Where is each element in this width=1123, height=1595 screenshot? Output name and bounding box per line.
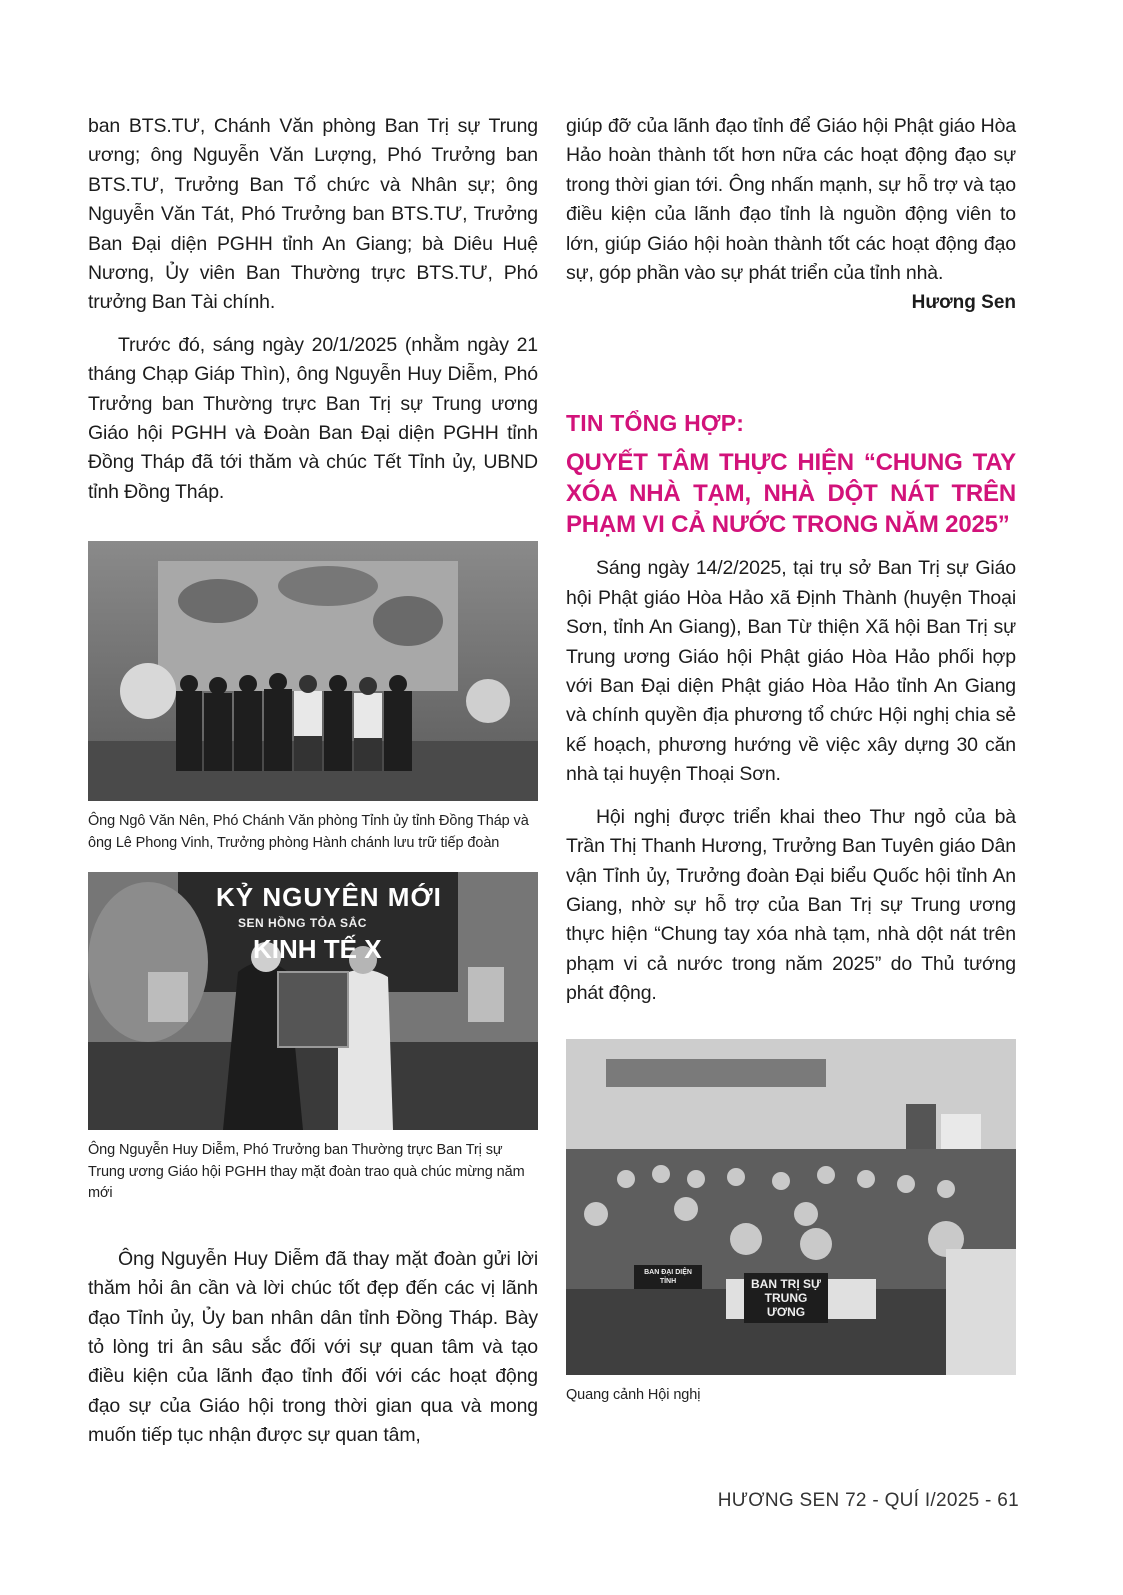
left-paragraph-2: Trước đó, sáng ngày 20/1/2025 (nhằm ngày 21 tháng Chạp Giáp Thìn), ông Nguyễn Huy Diễm, Phó Trưởng ban Thường trực Ban Trị sự Trung ương Giáo hội PGHH và Đoàn Ban Đại diện PGHH tỉnh Đồng Tháp đã tới thăm và chúc Tết Tỉnh ủy, UBND tỉnh Đồng Tháp.	[88, 333, 538, 503]
photo3-caption: Quang cảnh Hội nghị	[566, 1386, 701, 1403]
photo1-caption: Ông Ngô Văn Nên, Phó Chánh Văn phòng Tỉnh ủy tỉnh Đồng Tháp và ông Lê Phong Vinh, Trưởng phòng Hành chánh lưu trữ tiếp đoàn	[88, 813, 529, 851]
banner-subtitle: SEN HỒNG TỎA SẮC	[238, 916, 367, 931]
photo2-caption: Ông Nguyễn Huy Diễm, Phó Trưởng ban Thường trực Ban Trị sự Trung ương Giáo hội PGHH thay mặt đoàn trao quà chúc mừng năm mới	[88, 1142, 525, 1202]
left-paragraph-3: Ông Nguyễn Huy Diễm đã thay mặt đoàn gửi lời thăm hỏi ân cần và lời chúc tốt đẹp đến các vị lãnh đạo Tỉnh ủy, Ủy ban nhân dân tỉnh Đồng Tháp. Bày tỏ lòng tri ân sâu sắc đối với sự quan tâm và tạo điều kiện của lãnh đạo tỉnh đối với các hoạt động đạo sự của Giáo hội trong thời gian qua và mong muốn tiếp tục nhận được sự quan tâm,	[88, 1247, 538, 1447]
photo-gift-presentation	[88, 872, 538, 1130]
right-paragraph-3: Hội nghị được triển khai theo Thư ngỏ của bà Trần Thị Thanh Hương, Trưởng Ban Tuyên giáo Dân vận Tỉnh ủy, Trưởng đoàn Đại biểu Quốc hội tỉnh An Giang, nhờ sự hỗ trợ của Ban Trị sự Trung ương thực hiện “Chung tay xóa nhà tạm, nhà dột nát trên phạm vi cả nước trong năm 2025” do Thủ tướng phát động.	[566, 805, 1016, 1005]
photo-group-visit	[88, 541, 538, 801]
right-paragraph-1: giúp đỡ của lãnh đạo tỉnh để Giáo hội Phật giáo Hòa Hảo hoàn thành tốt hơn nữa các hoạt động đạo sự trong thời gian tới. Ông nhấn mạnh, sự hỗ trợ và tạo điều kiện của lãnh đạo tỉnh là nguồn động viên to lớn, giúp Giáo hội hoàn thành tốt các hoạt động đạo sự, góp phần vào sự phát triển của tỉnh nhà.	[566, 115, 1016, 285]
sign-provincial-representative: BAN ĐẠI DIỆN TỈNH	[634, 1265, 702, 1289]
right-column	[566, 112, 1016, 1406]
sign-central-executive: BAN TRỊ SỰ TRUNG ƯƠNG	[744, 1273, 828, 1323]
photo-conference	[566, 1039, 1016, 1375]
banner-line3: KINH TẾ X	[253, 934, 382, 965]
banner-title: KỶ NGUYÊN MỚI	[216, 882, 442, 913]
left-column	[88, 112, 538, 1464]
group-photo-image	[88, 541, 538, 801]
right-paragraph-2: Sáng ngày 14/2/2025, tại trụ sở Ban Trị sự Giáo hội Phật giáo Hòa Hảo xã Định Thành (huyện Thoại Sơn, tỉnh An Giang), Ban Từ thiện Xã hội Ban Trị sự Trung ương Giáo hội Phật giáo Hòa Hảo phối hợp với Ban Đại diện Phật giáo Hòa Hảo tỉnh An Giang và chính quyền địa phương tổ chức Hội nghị chia sẻ kế hoạch, phương hướng về việc xây dựng 30 căn nhà tại huyện Thoại Sơn.	[566, 557, 1016, 786]
page-footer: HƯƠNG SEN 72 - QUÍ I/2025 - 61	[717, 1490, 1019, 1511]
conference-photo-image	[566, 1039, 1016, 1375]
author-signature: Hương Sen	[911, 292, 1016, 314]
left-paragraph-1: ban BTS.TƯ, Chánh Văn phòng Ban Trị sự Trung ương; ông Nguyễn Văn Lượng, Phó Trưởng ban BTS.TƯ, Trưởng Ban Tổ chức và Nhân sự; ông Nguyễn Văn Tát, Phó Trưởng ban BTS.TƯ, Trưởng Ban Đại diện PGHH tỉnh An Giang; bà Diêu Huệ Nương, Ủy viên Ban Thường trực BTS.TƯ, Phó trưởng Ban Tài chính.	[88, 115, 538, 314]
article-headline: QUYẾT TÂM THỰC HIỆN “CHUNG TAY XÓA NHÀ TẠM, NHÀ DỘT NÁT TRÊN PHẠM VI CẢ NƯỚC TRONG NĂM 2025”	[566, 449, 1016, 539]
section-kicker: TIN TỔNG HỢP:	[566, 410, 745, 437]
